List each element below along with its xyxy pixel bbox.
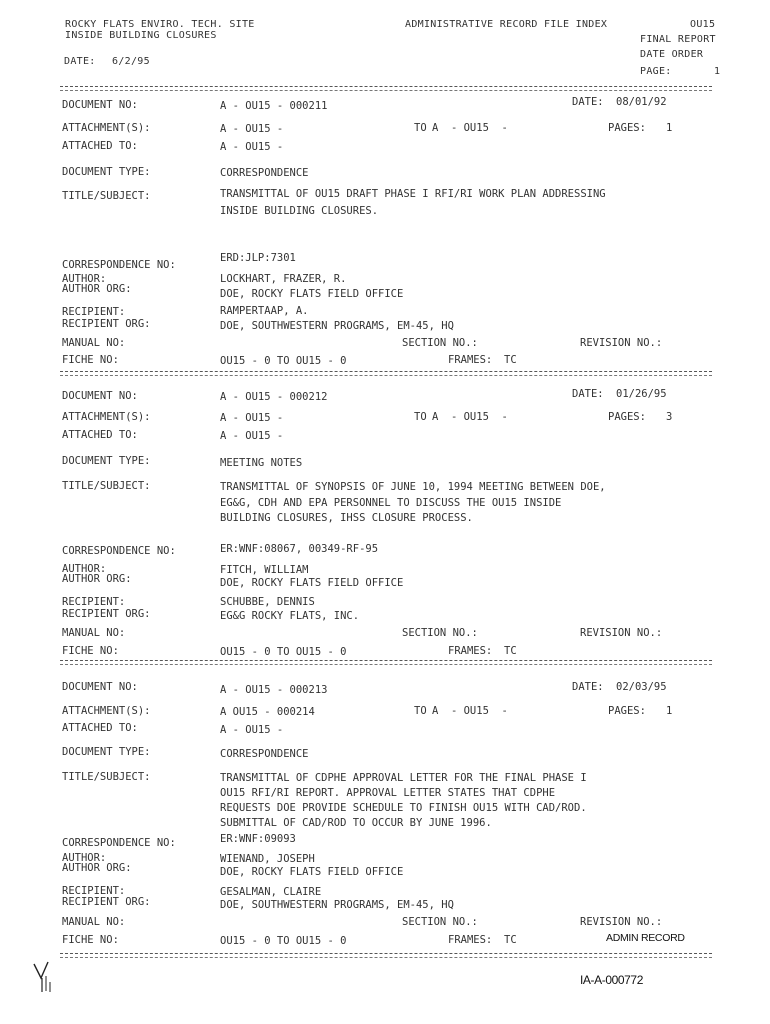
manual-no-label: MANUAL NO: bbox=[62, 627, 126, 639]
recipient-label: RECIPIENT: bbox=[62, 885, 126, 897]
author-org: DOE, ROCKY FLATS FIELD OFFICE bbox=[220, 866, 404, 878]
recipient-org-label: RECIPIENT ORG: bbox=[62, 896, 151, 908]
site-subtitle: INSIDE BUILDING CLOSURES bbox=[65, 30, 217, 41]
section-no-label: SECTION NO.: bbox=[402, 627, 478, 639]
author-label: AUTHOR: bbox=[62, 563, 107, 575]
document-no: A - OU15 - 000213 bbox=[220, 684, 328, 696]
pages-label: PAGES: bbox=[608, 122, 646, 134]
document-date: 02/03/95 bbox=[616, 681, 667, 693]
report-date: 6/2/95 bbox=[112, 56, 150, 67]
page-label: PAGE: bbox=[640, 66, 672, 77]
attachments-label: ATTACHMENT(S): bbox=[62, 411, 151, 423]
title-label: TITLE/SUBJECT: bbox=[62, 771, 151, 783]
document-date: 08/01/92 bbox=[616, 96, 667, 108]
pages-count: 1 bbox=[666, 122, 673, 134]
attached-to-label: ATTACHED TO: bbox=[62, 429, 138, 441]
title-line: OU15 RFI/RI REPORT. APPROVAL LETTER STATES THAT CDPHE bbox=[220, 787, 556, 799]
attached-to: A - OU15 - bbox=[220, 724, 284, 736]
handwritten-mark-icon bbox=[30, 958, 70, 998]
report-type: FINAL REPORT bbox=[640, 34, 716, 45]
author-org: DOE, ROCKY FLATS FIELD OFFICE bbox=[220, 288, 404, 300]
correspondence-no: ER:WNF:09093 bbox=[220, 833, 296, 845]
document-type-label: DOCUMENT TYPE: bbox=[62, 746, 151, 758]
title-line: TRANSMITTAL OF CDPHE APPROVAL LETTER FOR THE FINAL PHASE I bbox=[220, 772, 587, 784]
correspondence-no-label: CORRESPONDENCE NO: bbox=[62, 259, 176, 271]
attachments-label: ATTACHMENT(S): bbox=[62, 705, 151, 717]
document-id: IA-A-000772 bbox=[580, 973, 643, 987]
frames-label: FRAMES: bbox=[448, 354, 493, 366]
page-number: 1 bbox=[714, 66, 721, 77]
correspondence-no-label: CORRESPONDENCE NO: bbox=[62, 545, 176, 557]
attachments-from: A - OU15 - bbox=[220, 412, 284, 424]
title-line: BUILDING CLOSURES, IHSS CLOSURE PROCESS. bbox=[220, 512, 473, 524]
author: LOCKHART, FRAZER, R. bbox=[220, 273, 347, 285]
recipient-org-label: RECIPIENT ORG: bbox=[62, 608, 151, 620]
document-type: MEETING NOTES bbox=[220, 457, 303, 469]
title-line: SUBMITTAL OF CAD/ROD TO OCCUR BY JUNE 1996. bbox=[220, 817, 492, 829]
pages-label: PAGES: bbox=[608, 705, 646, 717]
attachments-to: A - OU15 - bbox=[432, 122, 508, 134]
correspondence-no: ERD:JLP:7301 bbox=[220, 252, 296, 264]
date-label: DATE: bbox=[64, 56, 96, 67]
title-line: INSIDE BUILDING CLOSURES. bbox=[220, 205, 379, 217]
revision-no-label: REVISION NO.: bbox=[580, 916, 663, 928]
title-label: TITLE/SUBJECT: bbox=[62, 480, 151, 492]
pages-label: PAGES: bbox=[608, 411, 646, 423]
author-org-label: AUTHOR ORG: bbox=[62, 573, 132, 585]
author-org-label: AUTHOR ORG: bbox=[62, 283, 132, 295]
recipient-org: DOE, SOUTHWESTERN PROGRAMS, EM-45, HQ bbox=[220, 320, 454, 332]
separator bbox=[60, 371, 712, 376]
recipient-label: RECIPIENT: bbox=[62, 306, 126, 318]
document-type: CORRESPONDENCE bbox=[220, 748, 309, 760]
manual-no-label: MANUAL NO: bbox=[62, 337, 126, 349]
document-type-label: DOCUMENT TYPE: bbox=[62, 455, 151, 467]
document-type: CORRESPONDENCE bbox=[220, 167, 309, 179]
recipient: RAMPERTAAP, A. bbox=[220, 305, 309, 317]
author-label: AUTHOR: bbox=[62, 273, 107, 285]
attachments-to: A - OU15 - bbox=[432, 411, 508, 423]
date-label: DATE: bbox=[572, 96, 604, 108]
attached-to: A - OU15 - bbox=[220, 141, 284, 153]
date-label: DATE: bbox=[572, 388, 604, 400]
index-title: ADMINISTRATIVE RECORD FILE INDEX bbox=[405, 19, 608, 30]
admin-record-stamp: ADMIN RECORD bbox=[606, 932, 685, 944]
section-no-label: SECTION NO.: bbox=[402, 337, 478, 349]
fiche-no-label: FICHE NO: bbox=[62, 645, 119, 657]
title-line: EG&G, CDH AND EPA PERSONNEL TO DISCUSS THE OU15 INSIDE bbox=[220, 497, 562, 509]
site-name: ROCKY FLATS ENVIRO. TECH. SITE bbox=[65, 19, 255, 30]
recipient-org-label: RECIPIENT ORG: bbox=[62, 318, 151, 330]
frames-label: FRAMES: bbox=[448, 645, 493, 657]
author: FITCH, WILLIAM bbox=[220, 564, 309, 576]
pages-count: 3 bbox=[666, 411, 673, 423]
frames: TC bbox=[504, 354, 517, 366]
correspondence-no-label: CORRESPONDENCE NO: bbox=[62, 837, 176, 849]
to-label: TO bbox=[414, 122, 427, 134]
frames-label: FRAMES: bbox=[448, 934, 493, 946]
to-label: TO bbox=[414, 705, 427, 717]
attachments-from: A OU15 - 000214 bbox=[220, 706, 315, 718]
recipient-org: DOE, SOUTHWESTERN PROGRAMS, EM-45, HQ bbox=[220, 899, 454, 911]
document-no-label: DOCUMENT NO: bbox=[62, 390, 138, 402]
document-date: 01/26/95 bbox=[616, 388, 667, 400]
attachments-from: A - OU15 - bbox=[220, 123, 284, 135]
separator bbox=[60, 660, 712, 665]
attached-to: A - OU15 - bbox=[220, 430, 284, 442]
document-no: A - OU15 - 000211 bbox=[220, 100, 328, 112]
recipient: SCHUBBE, DENNIS bbox=[220, 596, 315, 608]
frames: TC bbox=[504, 934, 517, 946]
fiche-no: OU15 - 0 TO OU15 - 0 bbox=[220, 355, 347, 367]
author: WIENAND, JOSEPH bbox=[220, 853, 315, 865]
attached-to-label: ATTACHED TO: bbox=[62, 722, 138, 734]
recipient-org: EG&G ROCKY FLATS, INC. bbox=[220, 610, 360, 622]
document-no: A - OU15 - 000212 bbox=[220, 391, 328, 403]
manual-no-label: MANUAL NO: bbox=[62, 916, 126, 928]
document-type-label: DOCUMENT TYPE: bbox=[62, 166, 151, 178]
recipient: GESALMAN, CLAIRE bbox=[220, 886, 322, 898]
fiche-no-label: FICHE NO: bbox=[62, 934, 119, 946]
revision-no-label: REVISION NO.: bbox=[580, 337, 663, 349]
document-no-label: DOCUMENT NO: bbox=[62, 99, 138, 111]
fiche-no: OU15 - 0 TO OU15 - 0 bbox=[220, 935, 347, 947]
attachments-label: ATTACHMENT(S): bbox=[62, 122, 151, 134]
title-line: REQUESTS DOE PROVIDE SCHEDULE TO FINISH OU15 WITH CAD/ROD. bbox=[220, 802, 587, 814]
frames: TC bbox=[504, 645, 517, 657]
pages-count: 1 bbox=[666, 705, 673, 717]
section-no-label: SECTION NO.: bbox=[402, 916, 478, 928]
fiche-no-label: FICHE NO: bbox=[62, 354, 119, 366]
separator bbox=[60, 953, 712, 958]
recipient-label: RECIPIENT: bbox=[62, 596, 126, 608]
date-label: DATE: bbox=[572, 681, 604, 693]
separator bbox=[60, 86, 712, 91]
author-org: DOE, ROCKY FLATS FIELD OFFICE bbox=[220, 577, 404, 589]
author-org-label: AUTHOR ORG: bbox=[62, 862, 132, 874]
attached-to-label: ATTACHED TO: bbox=[62, 140, 138, 152]
title-label: TITLE/SUBJECT: bbox=[62, 190, 151, 202]
revision-no-label: REVISION NO.: bbox=[580, 627, 663, 639]
title-line: TRANSMITTAL OF SYNOPSIS OF JUNE 10, 1994 MEETING BETWEEN DOE, bbox=[220, 481, 606, 493]
sort-order: DATE ORDER bbox=[640, 49, 704, 60]
document-no-label: DOCUMENT NO: bbox=[62, 681, 138, 693]
author-label: AUTHOR: bbox=[62, 852, 107, 864]
unit-code: OU15 bbox=[690, 19, 716, 30]
title-line: TRANSMITTAL OF OU15 DRAFT PHASE I RFI/RI WORK PLAN ADDRESSING bbox=[220, 188, 606, 200]
fiche-no: OU15 - 0 TO OU15 - 0 bbox=[220, 646, 347, 658]
correspondence-no: ER:WNF:08067, 00349-RF-95 bbox=[220, 543, 379, 555]
attachments-to: A - OU15 - bbox=[432, 705, 508, 717]
to-label: TO bbox=[414, 411, 427, 423]
